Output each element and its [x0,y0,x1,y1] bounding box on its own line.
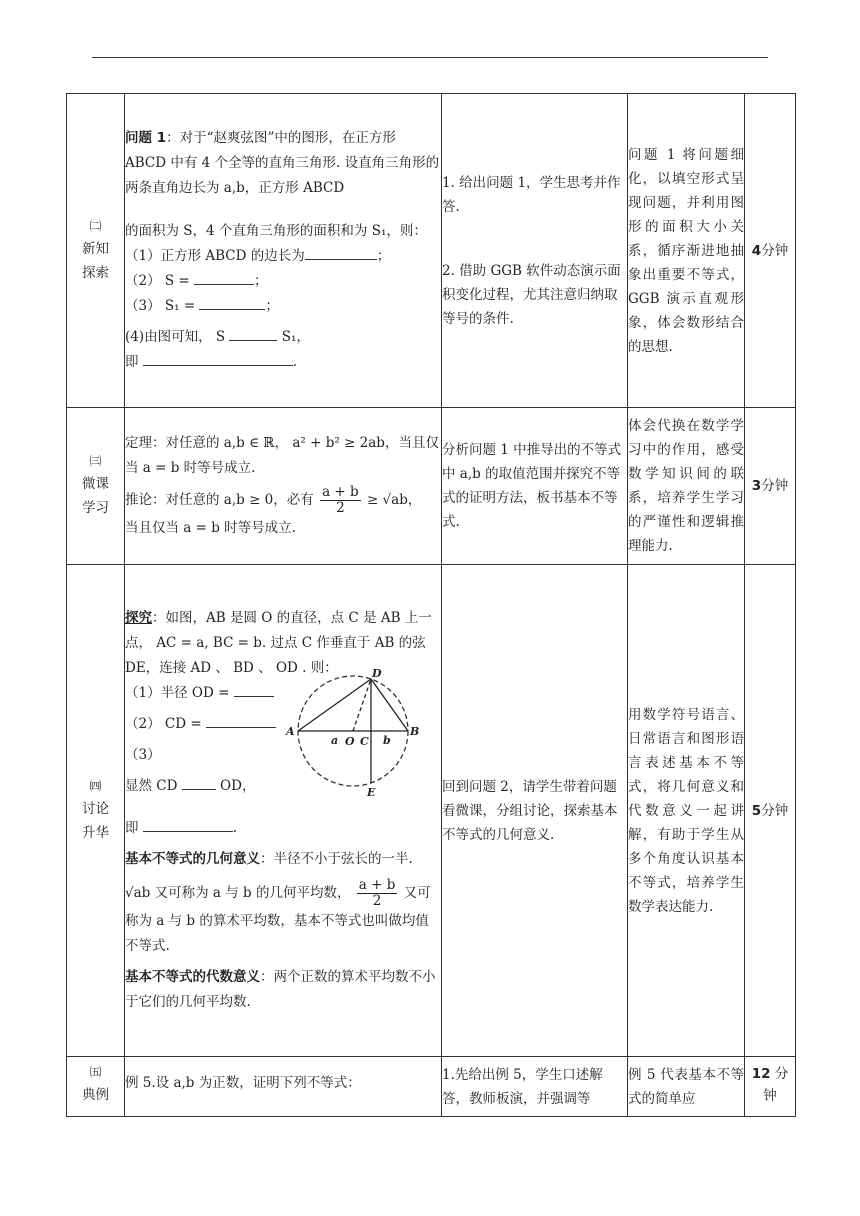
explore-label: 探究 [125,610,152,626]
stage-name: 典例 [82,1087,109,1103]
segment-od [353,679,371,731]
stage-cell [67,408,125,565]
time-unit: 分钟 [761,242,789,259]
time-unit: 分钟 [761,478,789,494]
stage-cell [67,94,125,408]
label-d-point: D [372,669,382,680]
time-cell [745,94,796,408]
time-unit: 分钟 [763,1066,789,1104]
time-number: 3 [751,478,762,494]
question-label: 问题 1 [125,130,167,146]
intent-cell: 用数学符号语言、日常语言和图形语言表述基本不等式，将几何意义和代数意义一起讲解，有助于学生从多个角度认识基本不等式，培养学生数学表达能力. [628,565,745,1057]
time-unit: 分钟 [761,802,789,819]
answer-blank[interactable] [199,295,265,310]
item-4b: S₁， [281,329,310,345]
table-row [67,565,796,1057]
time-number: 5 [751,802,762,819]
mean-text: √ab 又可称为 a 与 b 的几何平均数， [125,885,351,901]
item-1: （1）半径 OD = [125,685,230,701]
item-4a: (4)由图可知， S [125,329,226,345]
activity-cell: 分析问题 1 中推导出的不等式中 a,b 的取值范围并探究不等式的证明方法，板书基本不等式. [442,408,628,565]
answer-blank[interactable] [143,817,233,832]
time-number: 12 [751,1066,771,1082]
time-cell [745,1057,796,1117]
content-cell: 问题 1：对于“赵爽弦图”中的图形，在正方形 ABCD 中有 4 个全等的直角三角形. 设直角三角形的两条直角边长为 a,b，正方形 ABCD 的面积为 S，4 个直角三角形的面积和为 S₁，则： （1）正方形 ABCD 的边长为 ； （2） S = ； （3） S₁ = ； (4)由图可知， S S₁， 即 . [125,94,442,408]
corollary-text: ≥ √ab， [366,492,422,508]
stage-name: 新知探索 [82,240,109,281]
item-3: （3） S₁ = [125,298,196,314]
segment-bd [371,679,408,731]
label-c-point: C [360,735,369,748]
item-4a: 显然 CD [125,778,178,794]
label-o-point: O [345,735,355,748]
intent-cell: 问题 1 将问题细化，以填空形式呈现问题，并利用图形的面积大小关系，循序渐进地抽象出重要不等式，GGB 演示直观形象，体会数形结合的思想. [628,94,745,408]
answer-blank[interactable] [234,682,274,697]
answer-blank[interactable] [143,351,293,366]
item-2: （2） CD = [125,716,202,732]
activity-text: 2. 借助 GGB 软件动态演示面积变化过程，尤其注意归纳取等号的条件. [442,262,621,327]
stage-cell [67,1057,125,1117]
answer-blank[interactable] [206,713,276,728]
label-b-length: b [383,734,391,747]
answer-blank[interactable] [305,245,377,260]
question-text: ：对于“赵爽弦图”中的图形，在正方形 ABCD 中有 4 个全等的直角三角形. 设直角三角形的两条直角边长为 a,b，正方形 ABCD [125,130,440,196]
example-text: 例 5.设 a,b 为正数，证明下列不等式： [125,1075,361,1091]
item-2: （2） S = [125,273,190,289]
stage-name: 讨论升华 [82,800,109,841]
stage-cell [67,565,125,1057]
item-5: 即 [125,820,139,836]
corollary-text: 当且仅当 a = b 时等号成立. [125,520,296,536]
theorem-text: 定理：对任意的 a,b ∈ ℝ， a² + b² ≥ 2ab，当且仅当 a = b 时等号成立. [125,435,439,476]
label-a-length: a [331,734,339,747]
lesson-plan-table [66,93,796,1117]
question-text-2: 的面积为 S，4 个直角三角形的面积和为 S₁，则： [125,223,427,239]
algebraic-meaning-label: 基本不等式的代数意义 [125,969,260,985]
time-cell [745,408,796,565]
mean-text: 又可称为 a 与 b 的算术平均数，基本不等式也叫做均值不等式. [125,885,431,954]
time-number: 4 [751,242,762,259]
fraction: $\frac{a + b}{2}$ [358,877,396,909]
item-4b: OD， [220,778,256,794]
explore-text: ：如图，AB 是圆 O 的直径，点 C 是 AB 上一点， AC = a, BC = b. 过点 C 作垂直于 AB 的弦 DE，连接 AD 、 BD 、 OD . 则： [125,610,432,676]
content-cell: 探究：如图，AB 是圆 O 的直径，点 C 是 AB 上一点， AC = a, BC = b. 过点 C 作垂直于 AB 的弦 DE，连接 AD 、 BD 、 OD . 则： （1）半径 OD = （2） CD = （3） 显然 CD OD， A B D E O C a b 即 . 基本不等式的几何意义：半径不小于弦长的一半. √ab 又可称为 a 与 b 的几何平均数， $\frac{a + b}{2}$ 又可称为 a 与 b 的算术平均数，基本不等式也叫做均值不等式. 基本不等式的代数意义：两个正数的算术平均数不小于它们的几何平均数. [125,565,442,1057]
algebraic-meaning-text: ：两个正数的算术平均数不小于它们的几何平均数. [125,969,436,1010]
stage-number: ㈢ [89,454,102,468]
corollary-text: 推论：对任意的 a,b ≥ 0，必有 [125,492,314,508]
stage-number: ㈤ [89,1065,102,1079]
item-5: 即 [125,354,139,370]
intent-cell: 体会代换在数学学习中的作用，感受数学知识间的联系，培养学生学习的严谨性和逻辑推理能力. [628,408,745,565]
circle-diagram [283,669,423,799]
table-row [67,94,796,408]
activity-cell: 1.先给出例 5，学生口述解答，教师板演，并强调等 [442,1057,628,1117]
answer-blank[interactable] [194,270,254,285]
answer-blank[interactable] [182,775,216,790]
geometric-meaning-label: 基本不等式的几何意义 [125,851,260,867]
content-cell [125,408,442,565]
content-cell [125,1057,442,1117]
label-b-point: B [410,725,420,738]
stage-number: ㈡ [89,218,102,233]
figure-area [125,669,441,816]
answer-blank[interactable] [229,326,277,341]
time-cell [745,565,796,1057]
activity-text: 1. 给出问题 1，学生思考并作答. [442,174,621,215]
table-row [67,1057,796,1117]
table-row [67,408,796,565]
geometric-meaning-text: ：半径不小于弦长的一半. [260,851,413,867]
intent-cell: 例 5 代表基本不等式的简单应 [628,1057,745,1117]
header-rule [92,57,768,58]
stage-name: 微课学习 [82,476,109,516]
label-a-point: A [286,725,295,738]
item-1: （1）正方形 ABCD 的边长为 [125,248,305,264]
label-e-point: E [367,786,376,799]
stage-number: ㈣ [89,778,102,793]
item-3: （3） [125,747,161,763]
segment-ad [298,679,371,731]
activity-cell: 回到问题 2，请学生带着问题看微课，分组讨论，探索基本不等式的几何意义. [442,565,628,1057]
fraction: $\frac{a + b}{2}$ [322,484,359,516]
activity-cell [442,94,628,408]
